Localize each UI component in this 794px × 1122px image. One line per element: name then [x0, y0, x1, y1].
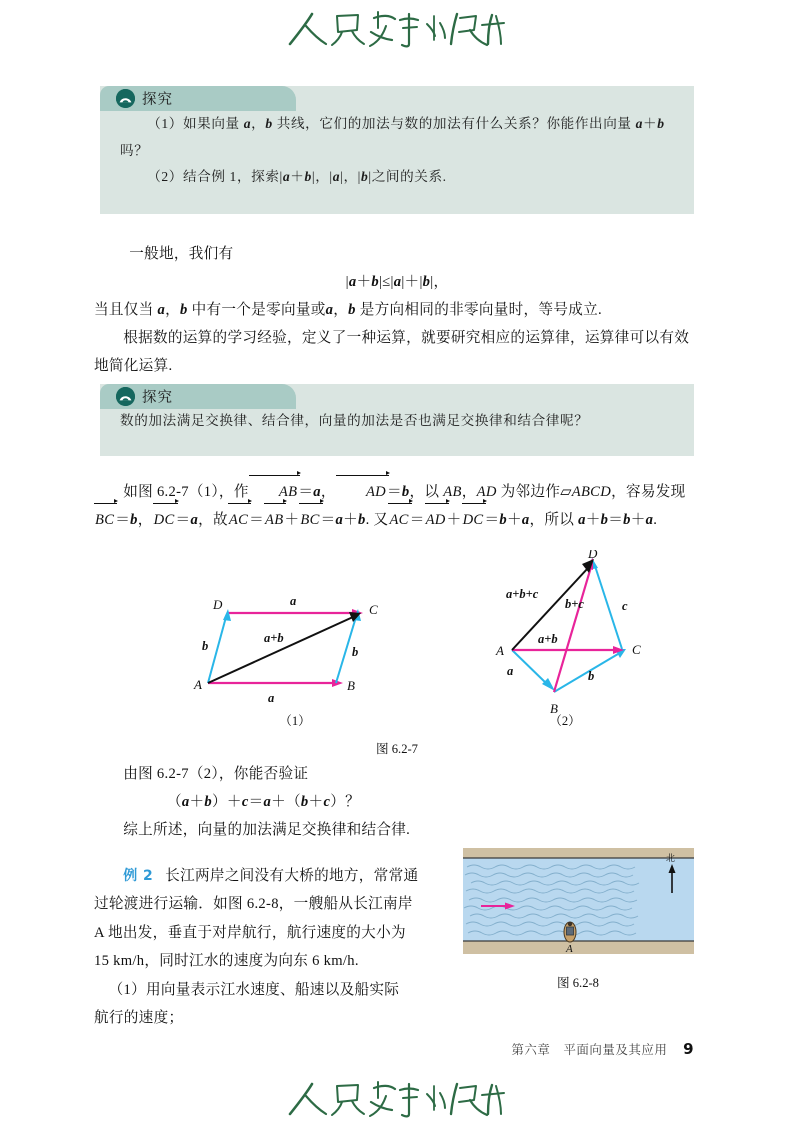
operation-rules-paragraph: [94, 324, 700, 380]
inquiry-label-1: 探究: [142, 92, 173, 108]
verify-text: 由图 6.2-7（2），你能否验证: [123, 766, 309, 782]
equality-condition: 当且仅当 a，b 中有一个是零向量或a，b 是方向相同的非零向量时，等号成立.: [94, 302, 602, 318]
rainbow-arc-icon: [116, 89, 135, 108]
general-intro: [100, 240, 694, 268]
footer-page-number: 9: [683, 1040, 694, 1058]
fig627-paragraph-line1: 如图 6.2-7（1），作 AB＝a， AD＝b，以 AB，AD 为邻边作▱ABCD，容易发现: [94, 478, 704, 506]
inquiry-tab-2: [100, 384, 296, 409]
svg-text:b: b: [202, 639, 209, 653]
svg-text:b+c: b+c: [565, 597, 584, 611]
svg-text:a: a: [290, 594, 297, 608]
example2-tag: 例 2: [123, 868, 154, 884]
conclusion-text: 综上所述，向量的加法满足交换律和结合律.: [123, 822, 411, 838]
example2-line-1: [94, 862, 444, 890]
formula-triangle-inequality: |a＋b|≤|a|＋|b|，: [345, 274, 449, 290]
formula-associative: （a＋b）＋c＝a＋（b＋c）？: [167, 794, 361, 810]
figure-627-panel1: [180, 580, 400, 730]
conclusion-line: [94, 816, 700, 844]
inquiry-1-line-1: （1）如果向量 a，b 共线，它们的加法与数的加法有什么关系？你能作出向量 a＋b吗？: [120, 116, 665, 158]
svg-text:B: B: [550, 701, 558, 716]
example2-text-1: 长江两岸之间没有大桥的地方，常常通: [165, 868, 419, 884]
example2-block: [94, 862, 444, 1033]
fig627-paragraph-line2: BC＝b，DC＝a，故AC＝AB＋BC＝a＋b. 又AC＝AD＋DC＝b＋a，所以 a＋b＝b＋a.: [94, 506, 704, 534]
example2-line-3: A 地出发，垂直于对岸航行，航行速度的大小为: [94, 924, 406, 941]
svg-text:C: C: [632, 642, 641, 657]
footer-chapter: 第六章 平面向量及其应用: [511, 1043, 668, 1057]
inquiry-label-2: 探究: [142, 390, 173, 406]
figure-627-caption: 图 6.2-7: [376, 742, 418, 756]
svg-text:C: C: [369, 602, 378, 617]
general-intro-text: 一般地，我们有: [129, 246, 234, 262]
svg-text:a+b: a+b: [538, 632, 558, 646]
svg-text:b: b: [588, 669, 595, 683]
publisher-logo-bottom: [0, 1076, 794, 1122]
svg-text:D: D: [588, 550, 598, 561]
example2-line-6: 航行的速度；: [94, 1010, 184, 1027]
svg-text:D: D: [213, 597, 223, 612]
verify-line: [94, 760, 700, 788]
svg-text:b: b: [352, 645, 359, 659]
svg-text:北: 北: [666, 854, 676, 864]
inquiry-2-line-1: 数的加法满足交换律、结合律，向量的加法是否也满足交换律和结合律呢？: [120, 413, 589, 428]
example2-line-5: （1）用向量表示江水速度、船速以及船实际: [108, 981, 400, 998]
figure-628-caption: 图 6.2-8: [557, 976, 599, 990]
svg-text:a+b+c: a+b+c: [506, 587, 539, 601]
figure-627-panel1-caption: （1）: [279, 714, 311, 728]
svg-text:c: c: [622, 599, 628, 613]
publisher-logo-top: [0, 6, 794, 52]
svg-text:a: a: [268, 691, 275, 705]
inquiry-1-line-2: （2）结合例 1，探索|a＋b|，|a|，|b|之间的关系.: [147, 169, 447, 184]
figure-627-panel2: [470, 550, 670, 725]
rainbow-arc-icon: [116, 387, 135, 406]
figure-628: [463, 848, 694, 958]
inquiry-box-1: [100, 86, 694, 214]
svg-text:B: B: [347, 678, 355, 693]
svg-text:A: A: [194, 677, 202, 692]
page-footer: [511, 1040, 694, 1058]
example2-line-2: 过轮渡进行运输．如图 6.2-8，一艘船从长江南岸: [94, 896, 413, 913]
figure-627-panel2-caption: （2）: [549, 714, 581, 728]
example2-line-4: 15 km/h，同时江水的速度为向东 6 km/h.: [94, 953, 359, 970]
svg-text:a+b: a+b: [264, 631, 284, 645]
svg-text:a: a: [507, 664, 514, 678]
inquiry-box-2: [100, 384, 694, 456]
svg-text:A: A: [566, 943, 573, 955]
inquiry-tab-1: [100, 86, 296, 111]
operation-rules-text: 根据数的运算的学习经验，定义了一种运算，就要研究相应的运算律，运算律可以有效地简化运算.: [94, 330, 690, 375]
svg-text:A: A: [496, 643, 504, 658]
